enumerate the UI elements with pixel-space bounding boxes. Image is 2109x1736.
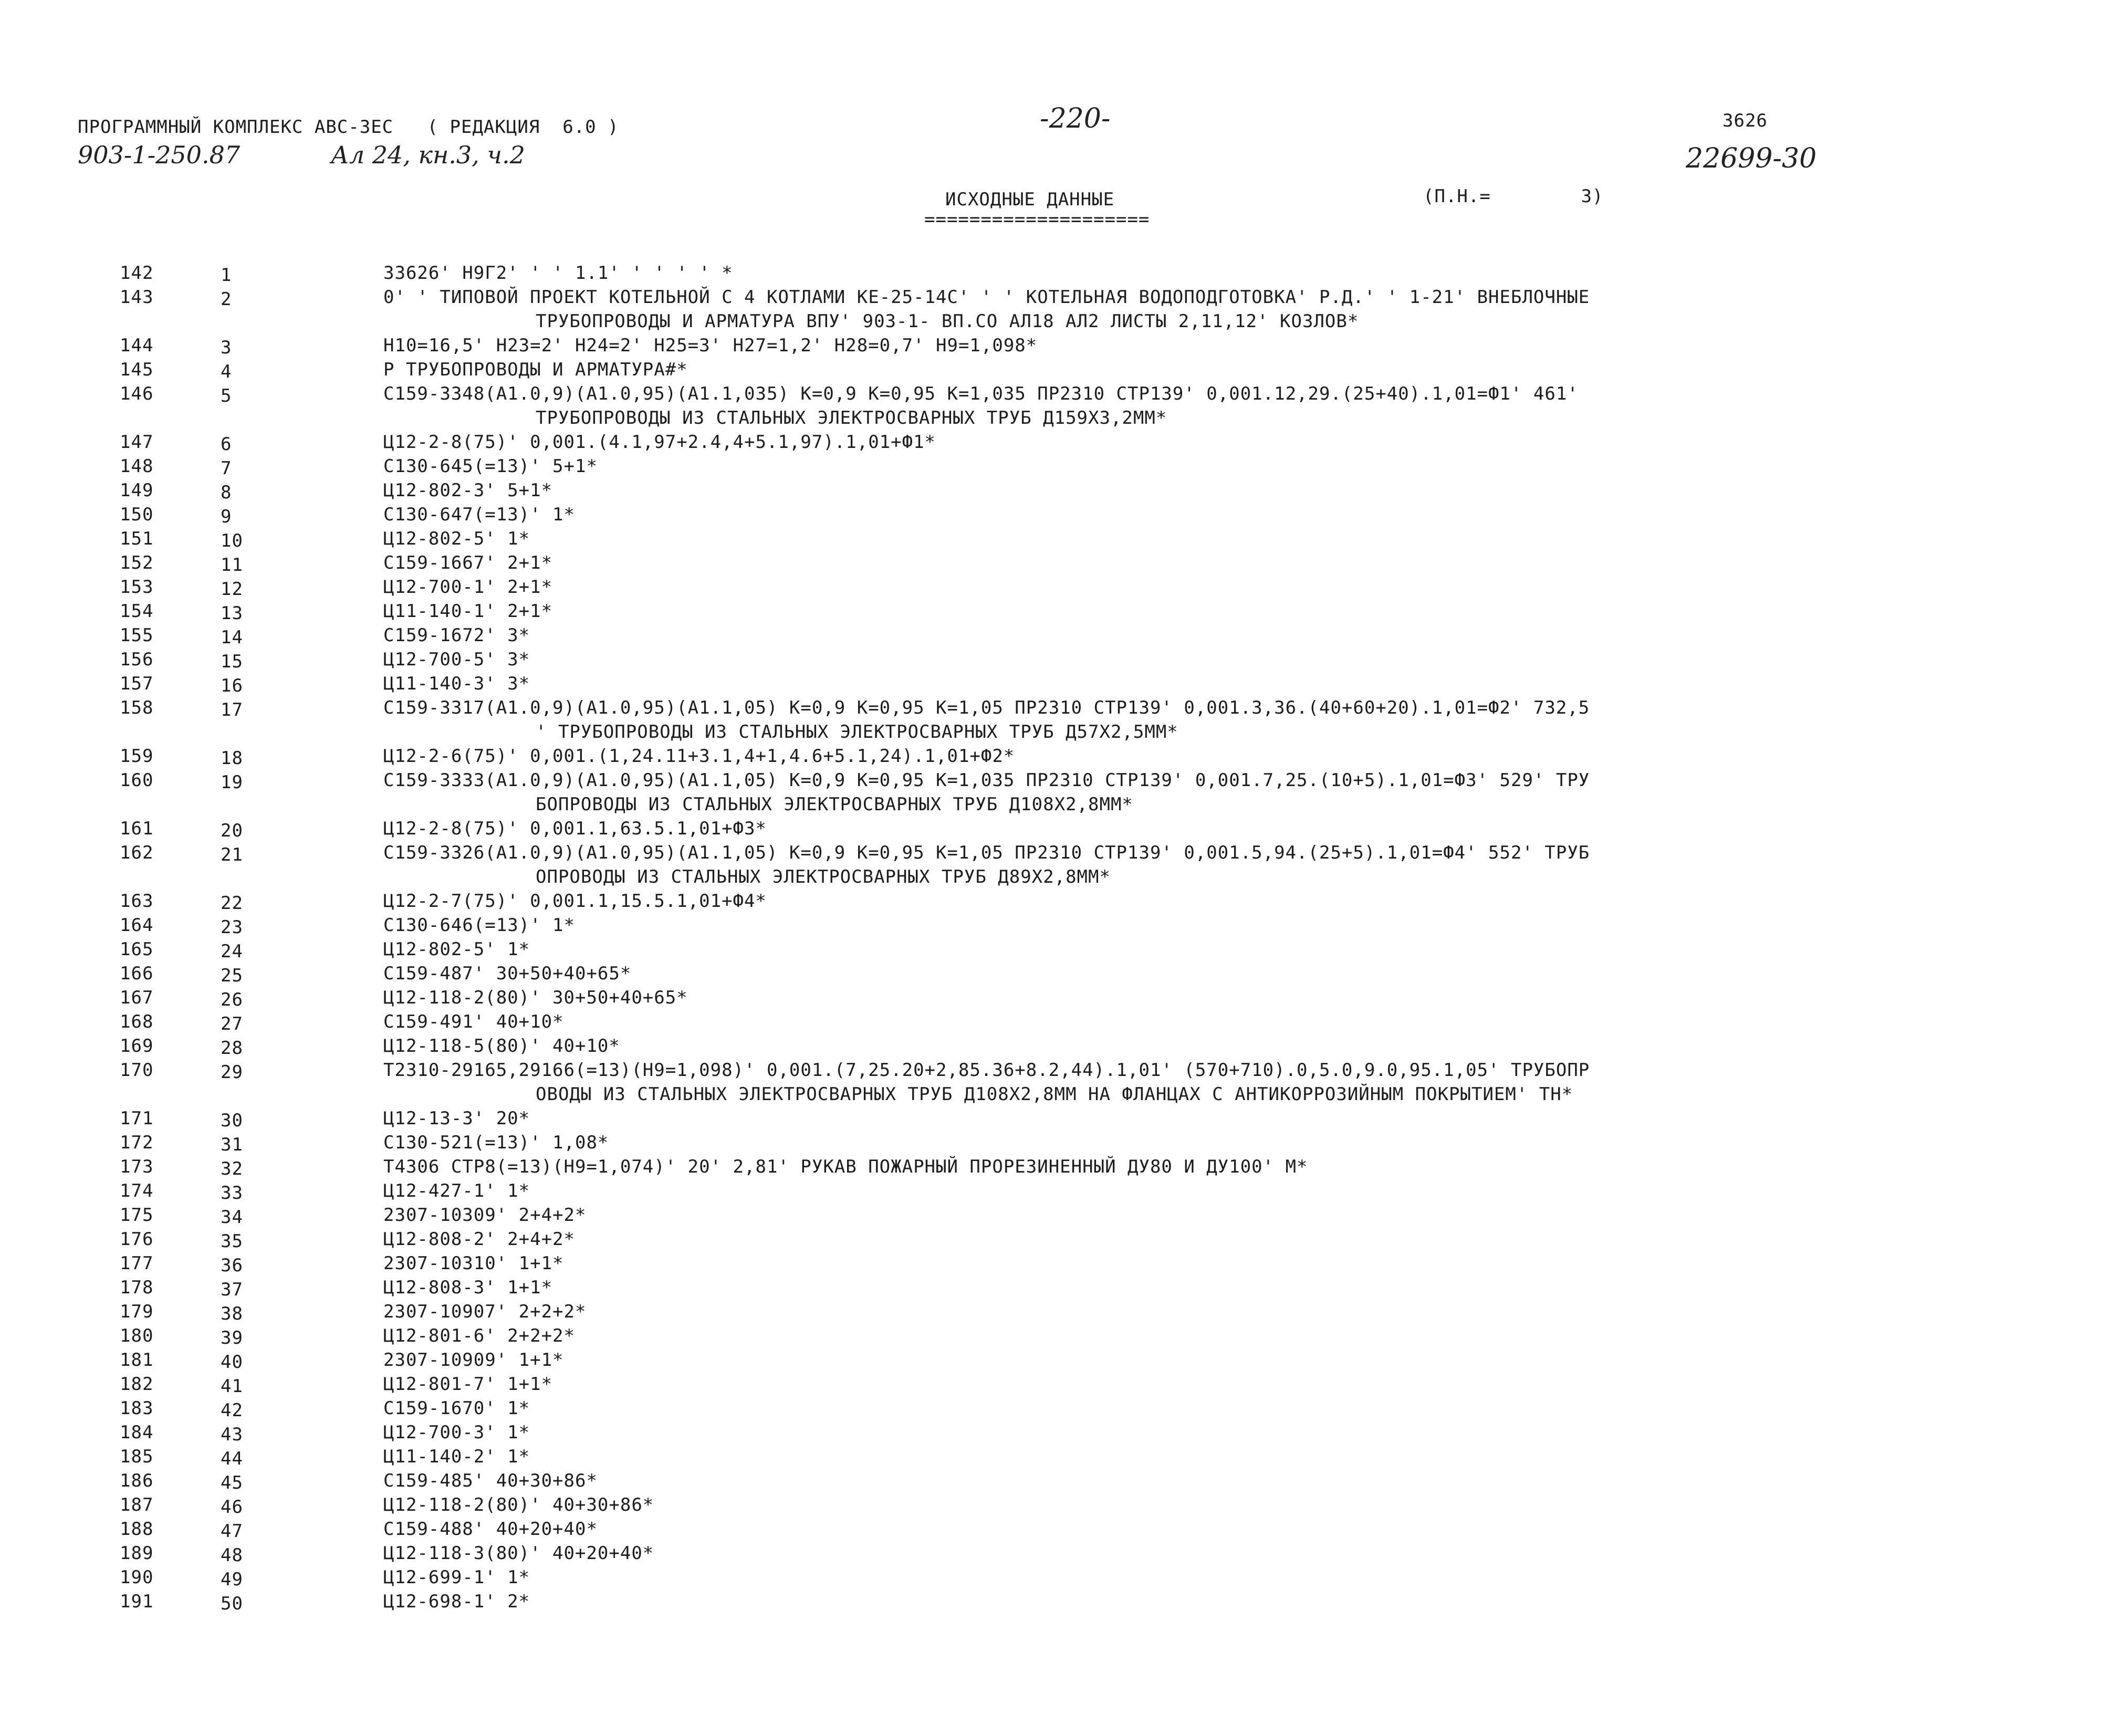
line-number: 160	[120, 770, 154, 791]
record-text: С159-3333(А1.0,9)(А1.0,95)(А1.1,05) К=0,9 К=0,95 К=1,035 ПР2310 СТР139' 0,001.7,25.(10+5).1,01=Ф3' 529' ТРУ	[383, 770, 1590, 791]
list-item	[0, 1108, 2109, 1132]
line-number: 190	[120, 1567, 154, 1588]
seq-number: 48	[221, 1545, 243, 1566]
line-number: 153	[120, 577, 154, 598]
list-item	[0, 649, 2109, 673]
line-number: 183	[120, 1398, 154, 1419]
list-item	[0, 746, 2109, 770]
line-number: 189	[120, 1543, 154, 1564]
list-item	[0, 1567, 2109, 1591]
record-continuation: БОПРОВОДЫ ИЗ СТАЛЬНЫХ ЭЛЕКТРОСВАРНЫХ ТРУБ Д108Х2,8ММ*	[536, 794, 1133, 815]
list-item	[0, 963, 2109, 987]
record-text: Ц12-118-3(80)' 40+20+40*	[383, 1543, 654, 1564]
line-number: 152	[120, 552, 154, 573]
list-item	[0, 987, 2109, 1011]
list-item	[0, 504, 2109, 528]
program-header: ПРОГРАММНЫЙ КОМПЛЕКС АВС-ЗЕС ( РЕДАКЦИЯ 6.0 )	[78, 117, 619, 138]
list-item	[0, 1011, 2109, 1036]
line-number: 178	[120, 1277, 154, 1298]
line-number: 165	[120, 939, 154, 960]
list-item	[0, 456, 2109, 480]
line-number: 167	[120, 987, 154, 1008]
record-text: С159-488' 40+20+40*	[383, 1519, 598, 1540]
record-text: Ц12-808-2' 2+4+2*	[383, 1229, 575, 1250]
record-text: Ц11-140-3' 3*	[383, 673, 530, 694]
record-text: Т2310-29165,29166(=13)(Н9=1,098)' 0,001.(7,25.20+2,85.36+8.2,44).1,01' (570+710).0,5.0,9.0,95.1,05' ТРУБОПР	[383, 1060, 1590, 1081]
record-text: Ц12-2-6(75)' 0,001.(1,24.11+3.1,4+1,4.6+5.1,24).1,01+Ф2*	[383, 746, 1015, 767]
line-number: 186	[120, 1470, 154, 1491]
seq-number: 44	[221, 1448, 243, 1469]
record-text: Ц12-808-3' 1+1*	[383, 1277, 553, 1298]
record-text: Ц12-700-1' 2+1*	[383, 577, 553, 598]
line-number: 145	[120, 359, 154, 380]
seq-number: 12	[221, 579, 243, 600]
line-number: 168	[120, 1011, 154, 1032]
list-item	[0, 287, 2109, 335]
seq-number: 29	[221, 1062, 243, 1083]
line-number: 151	[120, 528, 154, 549]
seq-number: 20	[221, 820, 243, 841]
seq-number: 37	[221, 1279, 243, 1300]
record-text: 2307-10907' 2+2+2*	[383, 1301, 587, 1322]
record-text: Ц12-700-3' 1*	[383, 1422, 530, 1443]
seq-number: 21	[221, 844, 243, 865]
seq-number: 18	[221, 748, 243, 769]
page-number: -220-	[1040, 103, 1111, 134]
list-item	[0, 818, 2109, 842]
list-item	[0, 552, 2109, 577]
line-number: 156	[120, 649, 154, 670]
record-continuation: ОВОДЫ ИЗ СТАЛЬНЫХ ЭЛЕКТРОСВАРНЫХ ТРУБ Д108Х2,8ММ НА ФЛАНЦАХ С АНТИКОРРОЗИЙНЫМ ПОКРЫТИЕМ' ТН*	[536, 1084, 1573, 1105]
line-number: 188	[120, 1519, 154, 1540]
seq-number: 14	[221, 627, 243, 648]
list-item	[0, 601, 2109, 625]
seq-number: 43	[221, 1424, 243, 1445]
record-text: С159-487' 30+50+40+65*	[383, 963, 632, 984]
list-item	[0, 915, 2109, 939]
record-text: Ц12-802-5' 1*	[383, 939, 530, 960]
list-item	[0, 1494, 2109, 1519]
seq-number: 33	[221, 1183, 243, 1204]
line-number: 154	[120, 601, 154, 622]
document-number: 22699-30	[1686, 143, 1817, 174]
line-number: 146	[120, 383, 154, 404]
seq-number: 6	[221, 434, 232, 455]
list-item	[0, 697, 2109, 746]
list-item	[0, 1253, 2109, 1277]
record-text: С159-3317(А1.0,9)(А1.0,95)(А1.1,05) К=0,9 К=0,95 К=1,05 ПР2310 СТР139' 0,001.3,36.(40+60+20).1,01=Ф2' 732,5	[383, 697, 1590, 718]
record-text: Ц12-118-5(80)' 40+10*	[383, 1036, 620, 1057]
record-text: С159-491' 40+10*	[383, 1011, 564, 1032]
seq-number: 4	[221, 361, 232, 382]
record-text: 2307-10310' 1+1*	[383, 1253, 564, 1274]
seq-number: 10	[221, 530, 243, 551]
record-text: Р ТРУБОПРОВОДЫ И АРМАТУРА#*	[383, 359, 688, 380]
seq-number: 35	[221, 1231, 243, 1252]
line-number: 155	[120, 625, 154, 646]
list-item	[0, 1205, 2109, 1229]
line-number: 148	[120, 456, 154, 477]
seq-number: 26	[221, 989, 243, 1010]
record-text: С159-3348(А1.0,9)(А1.0,95)(А1.1,035) К=0,9 К=0,95 К=1,035 ПР2310 СТР139' 0,001.12,29.(25+40).1,01=Ф1' 461'	[383, 383, 1579, 404]
line-number: 174	[120, 1180, 154, 1201]
line-number: 162	[120, 842, 154, 863]
line-number: 185	[120, 1446, 154, 1467]
list-item	[0, 359, 2109, 383]
record-text: Ц12-13-3' 20*	[383, 1108, 530, 1129]
line-number: 164	[120, 915, 154, 936]
record-text: С159-3326(А1.0,9)(А1.0,95)(А1.1,05) К=0,9 К=0,95 К=1,05 ПР2310 СТР139' 0,001.5,94.(25+5).1,01=Ф4' 552' ТРУБ	[383, 842, 1590, 863]
line-number: 172	[120, 1132, 154, 1153]
record-text: Ц12-118-2(80)' 30+50+40+65*	[383, 987, 688, 1008]
line-number: 157	[120, 673, 154, 694]
seq-number: 23	[221, 917, 243, 938]
line-number: 184	[120, 1422, 154, 1443]
record-text: 33626' Н9Г2' ' ' 1.1' ' ' ' ' *	[383, 263, 733, 284]
record-continuation: ТРУБОПРОВОДЫ ИЗ СТАЛЬНЫХ ЭЛЕКТРОСВАРНЫХ ТРУБ Д159Х3,2ММ*	[536, 407, 1167, 428]
list-item	[0, 335, 2109, 359]
seq-number: 16	[221, 675, 243, 696]
seq-number: 34	[221, 1207, 243, 1228]
record-text: Ц11-140-2' 1*	[383, 1446, 530, 1467]
line-number: 191	[120, 1591, 154, 1612]
list-item	[0, 842, 2109, 891]
list-item	[0, 1422, 2109, 1446]
record-text: Н10=16,5' Н23=2' Н24=2' Н25=3' Н27=1,2' Н28=0,7' Н9=1,098*	[383, 335, 1038, 356]
line-number: 161	[120, 818, 154, 839]
seq-number: 22	[221, 893, 243, 914]
record-text: Ц12-2-8(75)' 0,001.1,63.5.1,01+Ф3*	[383, 818, 767, 839]
line-number: 158	[120, 697, 154, 718]
record-continuation: ТРУБОПРОВОДЫ И АРМАТУРА ВПУ' 903-1- ВП.СО АЛ18 АЛ2 ЛИСТЫ 2,11,12' КОЗЛОВ*	[536, 311, 1359, 332]
seq-number: 38	[221, 1303, 243, 1324]
seq-number: 30	[221, 1110, 243, 1131]
list-item	[0, 939, 2109, 963]
list-item	[0, 625, 2109, 649]
line-number: 176	[120, 1229, 154, 1250]
seq-number: 49	[221, 1569, 243, 1590]
list-item	[0, 1060, 2109, 1108]
line-number: 177	[120, 1253, 154, 1274]
seq-number: 25	[221, 965, 243, 986]
list-item	[0, 1374, 2109, 1398]
list-item	[0, 1156, 2109, 1180]
record-text: 0' ' ТИПОВОЙ ПРОЕКТ КОТЕЛЬНОЙ С 4 КОТЛАМИ КЕ-25-14С' ' ' КОТЕЛЬНАЯ ВОДОПОДГОТОВКА' Р.Д.' ' 1-21' ВНЕБЛОЧНЫЕ	[383, 287, 1590, 308]
pn-label: (П.Н.= 3)	[1423, 186, 1604, 207]
seq-number: 1	[221, 265, 232, 286]
project-number: 903-1-250.87	[78, 141, 241, 169]
seq-number: 32	[221, 1158, 243, 1179]
seq-number: 9	[221, 506, 232, 527]
seq-number: 28	[221, 1038, 243, 1059]
section-title: ИСХОДНЫЕ ДАННЫЕ	[945, 189, 1115, 210]
list-item	[0, 480, 2109, 504]
seq-number: 8	[221, 482, 232, 503]
line-number: 187	[120, 1494, 154, 1515]
list-item	[0, 1398, 2109, 1422]
line-number: 181	[120, 1350, 154, 1371]
record-text: Ц12-802-3' 5+1*	[383, 480, 553, 501]
line-number: 182	[120, 1374, 154, 1395]
line-number: 150	[120, 504, 154, 525]
seq-number: 3	[221, 337, 232, 358]
record-text: Ц12-699-1' 1*	[383, 1567, 530, 1588]
seq-number: 31	[221, 1134, 243, 1155]
seq-number: 7	[221, 458, 232, 479]
list-item	[0, 1301, 2109, 1325]
record-text: С130-521(=13)' 1,08*	[383, 1132, 609, 1153]
data-listing	[0, 263, 2109, 1615]
list-item	[0, 383, 2109, 432]
record-text: Ц12-118-2(80)' 40+30+86*	[383, 1494, 654, 1515]
seq-number: 46	[221, 1497, 243, 1518]
list-item	[0, 1446, 2109, 1470]
record-text: Ц12-801-7' 1+1*	[383, 1374, 553, 1395]
seq-number: 41	[221, 1376, 243, 1397]
record-text: Ц12-2-7(75)' 0,001.1,15.5.1,01+Ф4*	[383, 891, 767, 912]
seq-number: 50	[221, 1593, 243, 1614]
album-reference: Ал 24, кн.3, ч.2	[331, 141, 525, 169]
record-text: С159-1670' 1*	[383, 1398, 530, 1419]
list-item	[0, 577, 2109, 601]
line-number: 147	[120, 432, 154, 453]
record-continuation: ОПРОВОДЫ ИЗ СТАЛЬНЫХ ЭЛЕКТРОСВАРНЫХ ТРУБ Д89Х2,8ММ*	[536, 866, 1111, 887]
line-number: 163	[120, 891, 154, 912]
record-text: Ц12-698-1' 2*	[383, 1591, 530, 1612]
list-item	[0, 1180, 2109, 1205]
line-number: 171	[120, 1108, 154, 1129]
seq-number: 11	[221, 555, 243, 576]
seq-number: 13	[221, 603, 243, 624]
record-text: Т4306 СТР8(=13)(Н9=1,074)' 20' 2,81' РУКАВ ПОЖАРНЫЙ ПРОРЕЗИНЕННЫЙ ДУ80 И ДУ100' М*	[383, 1156, 1308, 1177]
list-item	[0, 1470, 2109, 1494]
record-text: 2307-10309' 2+4+2*	[383, 1205, 587, 1226]
seq-number: 19	[221, 772, 243, 793]
line-number: 170	[120, 1060, 154, 1081]
seq-number: 45	[221, 1472, 243, 1493]
list-item	[0, 1350, 2109, 1374]
list-item	[0, 1519, 2109, 1543]
seq-number: 40	[221, 1352, 243, 1373]
seq-number: 36	[221, 1255, 243, 1276]
line-number: 143	[120, 287, 154, 308]
seq-number: 42	[221, 1400, 243, 1421]
title-underline: ====================	[924, 209, 1150, 230]
line-number: 173	[120, 1156, 154, 1177]
line-number: 166	[120, 963, 154, 984]
record-continuation: ' ТРУБОПРОВОДЫ ИЗ СТАЛЬНЫХ ЭЛЕКТРОСВАРНЫХ ТРУБ Д57Х2,5ММ*	[536, 721, 1178, 742]
seq-number: 15	[221, 651, 243, 672]
line-number: 144	[120, 335, 154, 356]
record-text: Ц12-700-5' 3*	[383, 649, 530, 670]
seq-number: 24	[221, 941, 243, 962]
list-item	[0, 891, 2109, 915]
list-item	[0, 1543, 2109, 1567]
record-text: Ц12-801-6' 2+2+2*	[383, 1325, 575, 1346]
record-text: Ц11-140-1' 2+1*	[383, 601, 553, 622]
list-item	[0, 1229, 2109, 1253]
seq-number: 47	[221, 1521, 243, 1542]
list-item	[0, 263, 2109, 287]
record-text: С159-1672' 3*	[383, 625, 530, 646]
list-item	[0, 1277, 2109, 1301]
record-text: Ц12-802-5' 1*	[383, 528, 530, 549]
line-number: 169	[120, 1036, 154, 1057]
seq-number: 39	[221, 1327, 243, 1348]
list-item	[0, 528, 2109, 552]
list-item	[0, 673, 2109, 697]
seq-number: 27	[221, 1013, 243, 1034]
line-number: 180	[120, 1325, 154, 1346]
record-text: Ц12-2-8(75)' 0,001.(4.1,97+2.4,4+5.1,97).1,01+Ф1*	[383, 432, 936, 453]
record-text: 2307-10909' 1+1*	[383, 1350, 564, 1371]
seq-number: 5	[221, 385, 232, 406]
line-number: 142	[120, 263, 154, 284]
list-item	[0, 1132, 2109, 1156]
record-text: С159-485' 40+30+86*	[383, 1470, 598, 1491]
record-text: Ц12-427-1' 1*	[383, 1180, 530, 1201]
seq-number: 2	[221, 289, 232, 310]
seq-number: 17	[221, 699, 243, 720]
record-text: С130-645(=13)' 5+1*	[383, 456, 598, 477]
line-number: 159	[120, 746, 154, 767]
list-item	[0, 1591, 2109, 1615]
list-item	[0, 432, 2109, 456]
record-text: С130-646(=13)' 1*	[383, 915, 575, 936]
list-item	[0, 1325, 2109, 1350]
line-number: 175	[120, 1205, 154, 1226]
line-number: 149	[120, 480, 154, 501]
code-top: 3626	[1722, 110, 1768, 131]
list-item	[0, 1036, 2109, 1060]
line-number: 179	[120, 1301, 154, 1322]
record-text: С159-1667' 2+1*	[383, 552, 553, 573]
record-text: С130-647(=13)' 1*	[383, 504, 575, 525]
list-item	[0, 770, 2109, 818]
